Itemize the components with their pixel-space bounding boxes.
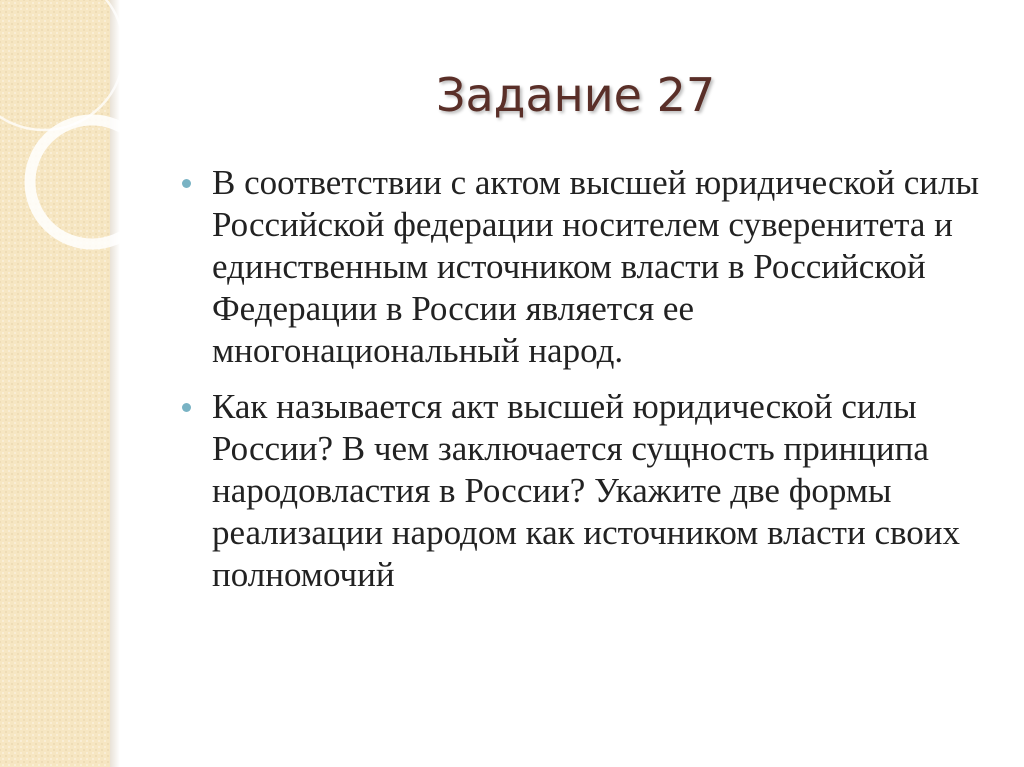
bullet-text-questions: Как называется акт высшей юридической силы России? В чем заключается сущность принципа народовластия в России? Укажите две формы реализации народом как источником власти своих полномочий — [212, 387, 961, 594]
bullet-list — [178, 162, 1008, 610]
ring-decoration — [0, 0, 130, 300]
slide-title: Задание 27 — [436, 68, 716, 122]
bullet-text-statement: В соответствии с актом высшей юридической силы Российской федерации носителем суверенитета и единственным источником власти в Российской Федерации в России является ее многонациональный народ. — [212, 163, 979, 370]
bullet-dot-icon — [182, 403, 191, 412]
bullet-item — [178, 162, 1008, 372]
bullet-item — [178, 386, 1008, 596]
bullet-dot-icon — [182, 179, 191, 188]
